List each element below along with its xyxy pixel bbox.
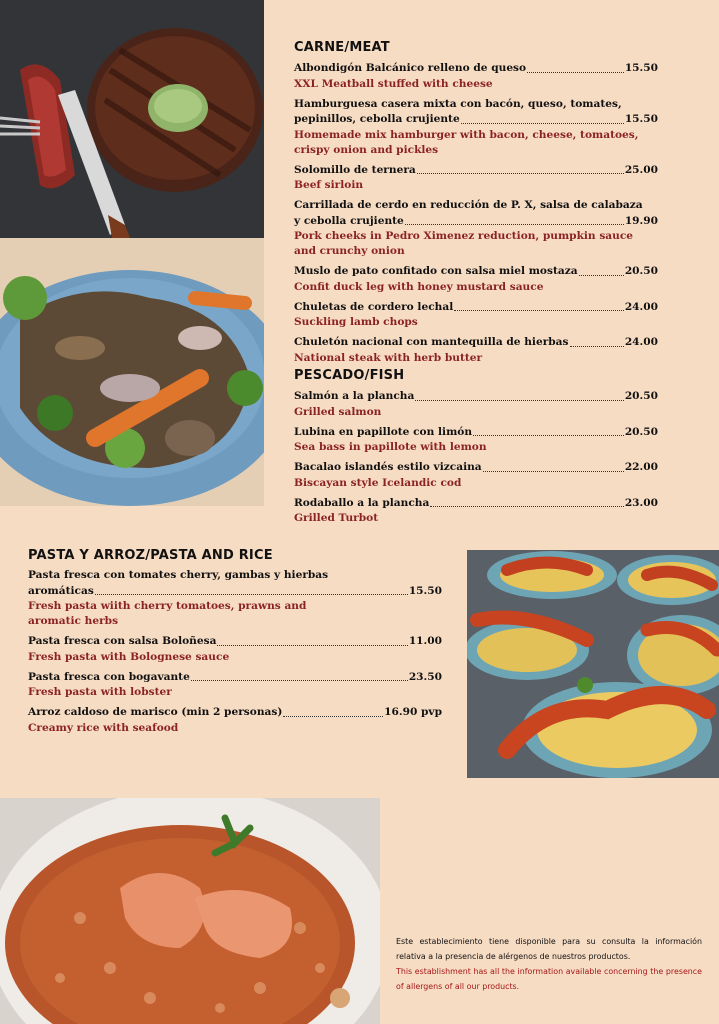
dot-leader bbox=[579, 275, 624, 276]
dot-leader bbox=[430, 506, 623, 507]
menu-item-name-line bbox=[294, 214, 658, 230]
menu-item-translation: Homemade mix hamburger with bacon, cheese, tomatoes, bbox=[294, 128, 639, 141]
menu-item-name-line bbox=[294, 163, 658, 179]
menu-item bbox=[294, 300, 658, 331]
menu-item bbox=[294, 61, 658, 92]
menu-item-name: Bacalao islandés estilo vizcaina bbox=[294, 461, 482, 473]
dot-leader bbox=[95, 594, 408, 595]
menu-item-translation: Biscayan style Icelandic cod bbox=[294, 476, 462, 489]
menu-item bbox=[294, 97, 658, 158]
menu-item-name: Chuletón nacional con mantequilla de hierbas bbox=[294, 336, 569, 348]
menu-item-price: 20.50 bbox=[624, 390, 658, 402]
meat-section-title: CARNE/MEAT bbox=[294, 40, 390, 55]
menu-item-name: Hamburguesa casera mixta con bacón, queso, tomates, bbox=[294, 97, 622, 110]
fish-section-title: PESCADO/FISH bbox=[294, 368, 405, 383]
allergen-note bbox=[396, 934, 702, 994]
menu-item-name-line bbox=[294, 389, 658, 405]
menu-item-translation: crispy onion and pickles bbox=[294, 143, 439, 156]
menu-item bbox=[294, 335, 658, 366]
allergen-note-spanish: Este establecimiento tiene disponible para su consulta la información relativa a la presencia de alérgenos de nuestros productos. bbox=[396, 937, 702, 961]
menu-item-name: Carrillada de cerdo en reducción de P. X, salsa de calabaza bbox=[294, 199, 643, 211]
steak-photo bbox=[0, 0, 264, 238]
menu-item-name: Pasta fresca con salsa Boloñesa bbox=[28, 635, 217, 647]
menu-item-translation: Pork cheeks in Pedro Ximenez reduction, pumpkin sauce bbox=[294, 230, 634, 242]
dot-leader bbox=[405, 224, 624, 225]
dot-leader bbox=[417, 173, 624, 174]
menu-item-translation: Grilled Turbot bbox=[294, 512, 379, 524]
menu-item bbox=[294, 460, 658, 491]
menu-item-name: Pasta fresca con bogavante bbox=[28, 670, 190, 683]
menu-item-translation: Confit duck leg with honey mustard sauce bbox=[294, 280, 544, 293]
dot-leader bbox=[217, 645, 407, 646]
menu-item-name-line bbox=[28, 705, 442, 721]
menu-item-name: y cebolla crujiente bbox=[294, 214, 404, 227]
menu-item-translation: Suckling lamb chops bbox=[294, 316, 418, 328]
menu-item-price: 11.00 bbox=[408, 635, 442, 647]
menu-item-name: Rodaballo a la plancha bbox=[294, 496, 430, 509]
menu-item-price: 15.50 bbox=[624, 62, 658, 74]
dot-leader bbox=[461, 123, 624, 124]
menu-item-name-line bbox=[294, 460, 658, 476]
menu-item-translation: Fresh pasta with Bolognese sauce bbox=[28, 650, 230, 663]
menu-item-price: 24.00 bbox=[624, 336, 658, 348]
meat-section bbox=[294, 40, 658, 371]
menu-item-name-line bbox=[294, 496, 658, 512]
menu-item bbox=[294, 264, 658, 295]
menu-item-name-line bbox=[294, 61, 658, 77]
menu-item-translation: Grilled salmon bbox=[294, 405, 382, 418]
menu-item-translation: XXL Meatball stuffed with cheese bbox=[294, 77, 493, 90]
menu-item-name-line bbox=[294, 300, 658, 316]
menu-item-name: Solomillo de ternera bbox=[294, 163, 416, 176]
fish-section bbox=[294, 368, 658, 531]
menu-item-price: 16.90 pvp bbox=[384, 706, 442, 718]
menu-item-name: Chuletas de cordero lechal bbox=[294, 300, 454, 313]
menu-item-translation: National steak with herb butter bbox=[294, 351, 483, 364]
menu-item-name-line bbox=[294, 112, 658, 128]
menu-item-translation: and crunchy onion bbox=[294, 245, 405, 257]
menu-item-name: Albondigón Balcánico relleno de queso bbox=[294, 62, 527, 74]
menu-item bbox=[294, 389, 658, 420]
menu-item-name-line bbox=[294, 335, 658, 351]
menu-item bbox=[28, 670, 442, 701]
menu-item-translation: aromatic herbs bbox=[28, 615, 119, 627]
menu-item-price: 22.00 bbox=[624, 461, 658, 473]
menu-item bbox=[294, 496, 658, 527]
menu-item-translation: Beef sirloin bbox=[294, 179, 364, 191]
vegetables-photo bbox=[0, 238, 264, 506]
dot-leader bbox=[283, 716, 383, 717]
menu-item-price: 15.50 bbox=[624, 113, 658, 125]
menu-item-name-line bbox=[294, 264, 658, 280]
menu-item-name-line bbox=[28, 584, 442, 600]
menu-item-name: Lubina en papillote con limón bbox=[294, 425, 473, 438]
menu-item-name: Arroz caldoso de marisco (min 2 personas) bbox=[28, 706, 283, 718]
menu-item bbox=[28, 568, 442, 629]
menu-item-price: 20.50 bbox=[624, 425, 658, 438]
dot-leader bbox=[570, 346, 624, 347]
menu-item-translation: Fresh pasta with lobster bbox=[28, 686, 172, 698]
menu-item-price: 15.50 bbox=[408, 584, 442, 597]
menu-item-translation: Creamy rice with seafood bbox=[28, 721, 179, 734]
menu-item-name-line bbox=[28, 634, 442, 650]
menu-item-price: 23.50 bbox=[408, 670, 442, 683]
menu-item-name: pepinillos, cebolla crujiente bbox=[294, 113, 460, 125]
menu-item-translation: Fresh pasta wiith cherry tomatoes, prawns and bbox=[28, 600, 307, 612]
pasta-rice-section bbox=[28, 548, 442, 741]
menu-item-price: 23.00 bbox=[624, 496, 658, 509]
dot-leader bbox=[415, 400, 623, 401]
menu-item-name-line bbox=[28, 670, 442, 686]
menu-item-name: Salmón a la plancha bbox=[294, 390, 415, 402]
menu-item-name-line bbox=[294, 425, 658, 441]
menu-item-price: 19.90 bbox=[624, 214, 658, 227]
menu-item bbox=[294, 163, 658, 194]
dot-leader bbox=[527, 72, 624, 73]
seafood-rice-photo bbox=[0, 798, 380, 1024]
pasta-rice-section-title: PASTA Y ARROZ/PASTA AND RICE bbox=[28, 548, 273, 563]
menu-item-price: 25.00 bbox=[624, 163, 658, 176]
dot-leader bbox=[454, 310, 624, 311]
menu-item-name: Pasta fresca con tomates cherry, gambas y hierbas bbox=[28, 569, 329, 581]
dot-leader bbox=[483, 471, 624, 472]
menu-item bbox=[294, 198, 658, 259]
menu-item-name: Muslo de pato confitado con salsa miel mostaza bbox=[294, 265, 578, 277]
menu-item bbox=[28, 634, 442, 665]
menu-item bbox=[28, 705, 442, 736]
menu-item bbox=[294, 425, 658, 456]
dot-leader bbox=[191, 680, 408, 681]
menu-item-price: 20.50 bbox=[624, 265, 658, 277]
lobster-pasta-photo bbox=[467, 550, 719, 778]
menu-item-translation: Sea bass in papillote with lemon bbox=[294, 441, 487, 453]
menu-item-price: 24.00 bbox=[624, 300, 658, 313]
menu-item-name: aromáticas bbox=[28, 584, 94, 597]
dot-leader bbox=[473, 435, 624, 436]
allergen-note-english: This establishment has all the information available concerning the presence of allergens of all our products. bbox=[396, 967, 702, 991]
